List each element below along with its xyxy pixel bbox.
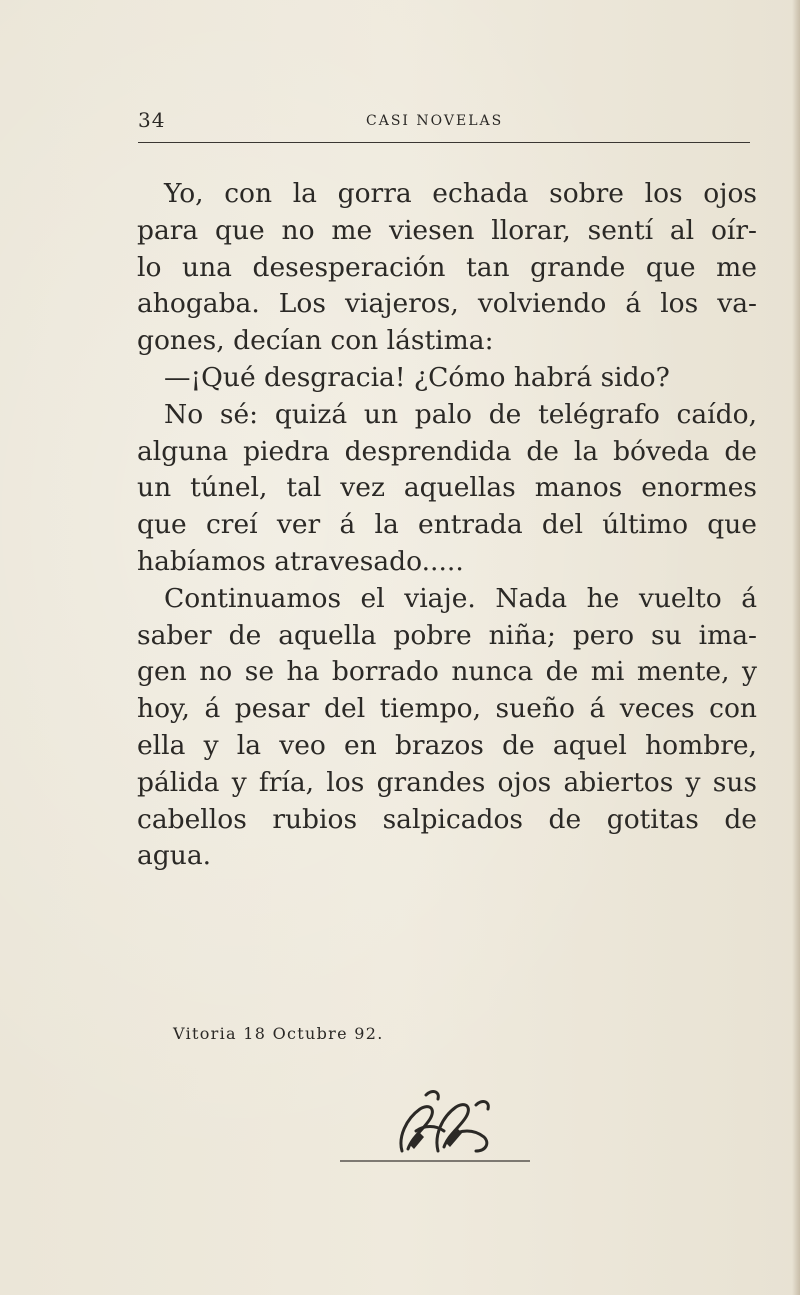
running-title: CASI NOVELAS [366, 113, 504, 129]
page-number: 34 [138, 108, 166, 132]
text-line: cabellos rubios salpicados de gotitas de [137, 803, 757, 835]
text-line: gones, decían con lástima: [137, 325, 494, 357]
text-line: ahogaba. Los viajeros, volviendo á los va- [137, 288, 757, 320]
text-line: —¡Qué desgracia! ¿Cómo habrá sido? [164, 361, 670, 393]
text-line: habíamos atravesado..... [137, 545, 464, 577]
header-rule [138, 142, 750, 143]
text-line: agua. [137, 840, 212, 872]
text-line: Yo, con la gorra echada sobre los ojos [164, 178, 757, 209]
text-line: saber de aquella pobre niña; pero su ima- [137, 619, 757, 651]
body-text [137, 176, 757, 875]
page-edge [792, 0, 800, 1295]
text-line: ella y la veo en brazos de aquel hombre, [137, 729, 757, 761]
signature-dateline: Vitoria 18 Octubre 92. [173, 1024, 384, 1043]
text-line: hoy, á pesar del tiempo, sueño á veces con [137, 693, 757, 725]
monogram-ornament-icon [340, 1085, 530, 1165]
text-line: alguna piedra desprendida de la bóveda de [137, 435, 757, 467]
text-line: pálida y fría, los grandes ojos abiertos y sus [137, 766, 757, 798]
text-line: lo una desesperación tan grande que me [137, 251, 757, 283]
text-line: gen no se ha borrado nunca de mi mente, y [137, 656, 757, 688]
page-header [138, 108, 750, 144]
text-line: Continuamos el viaje. Nada he vuelto á [164, 582, 757, 614]
text-line: No sé: quizá un palo de telégrafo caído, [164, 398, 757, 430]
text-line: para que no me viesen llorar, sentí al oír- [137, 214, 757, 246]
text-line: un túnel, tal vez aquellas manos enormes [137, 472, 757, 504]
text-line: que creí ver á la entrada del último que [137, 509, 757, 541]
